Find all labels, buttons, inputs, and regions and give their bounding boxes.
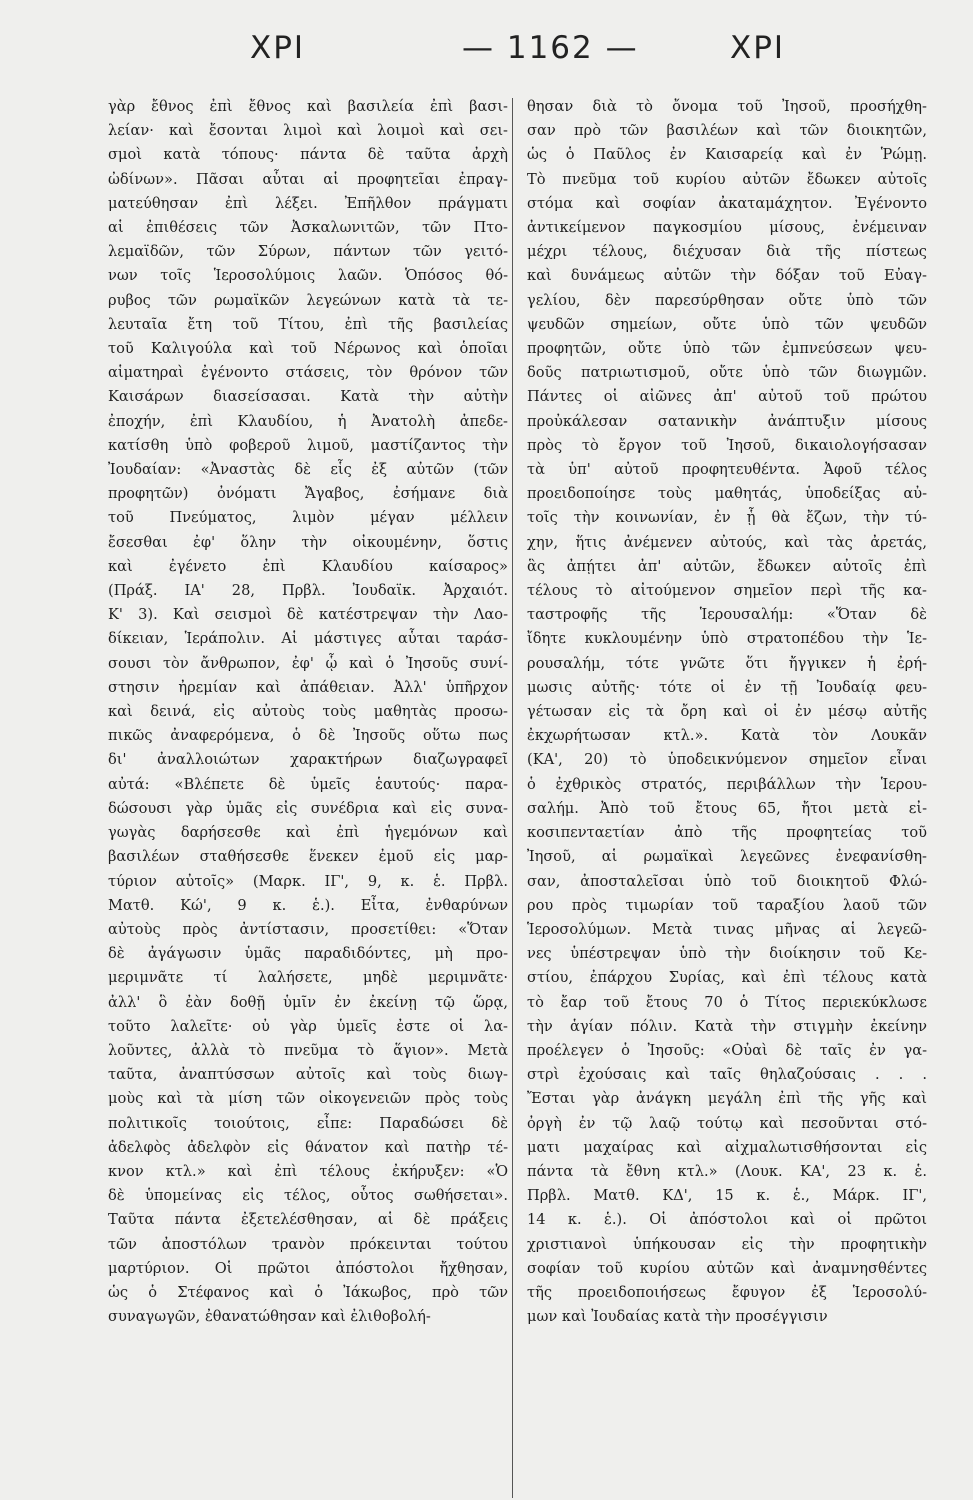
running-header bbox=[0, 30, 973, 90]
text-line: λείαν· καὶ ἔσονται λιμοὶ καὶ λοιμοὶ καὶ σει- bbox=[108, 122, 508, 140]
text-line: ὠδίνων». Πᾶσαι αὗται αἱ προφητεῖαι ἐπραγ- bbox=[108, 170, 508, 188]
text-line: ρουσαλήμ, τότε γνῶτε ὅτι ἤγγικεν ἡ ἐρή- bbox=[527, 654, 927, 672]
text-line: δίκειαν, Ἱεράπολιν. Αἱ μάστιγες αὗται ταράσ- bbox=[108, 630, 508, 648]
text-line: ματεύθησαν ἐπὶ λέξει. Ἐπῆλθον πράγματι bbox=[108, 194, 508, 212]
text-line: τύριον αὐτοῖς» (Μαρκ. ΙΓ', 9, κ. ἑ. Πρβλ. bbox=[108, 872, 508, 890]
text-line: τῆς προειδοποιήσεως ἔφυγον ἐξ Ἱεροσολύ- bbox=[527, 1283, 927, 1301]
text-line: Ἱεροσολύμων. Μετὰ τινας μῆνας αἱ λεγεῶ- bbox=[527, 920, 927, 938]
text-line: καὶ δεινά, εἰς αὐτοὺς τοὺς μαθητὰς προσω- bbox=[108, 703, 508, 721]
text-line: δι' ἀναλλοιώτων χαρακτήρων διαζωγραφεῖ bbox=[108, 751, 508, 769]
text-line: τὸ ἔαρ τοῦ ἔτους 70 ὁ Τίτος περιεκύκλωσε bbox=[527, 993, 927, 1011]
text-line: ἐκχωρήτωσαν κτλ.». Κατὰ τὸν Λουκᾶν bbox=[527, 727, 927, 745]
text-line: τοῖς τὴν κοινωνίαν, ἐν ᾗ θὰ ἔζων, τὴν τύ- bbox=[527, 509, 927, 527]
header-right-guideword: ΧΡΙ bbox=[730, 30, 786, 66]
text-line: Τὸ πνεῦμα τοῦ κυρίου αὐτῶν ἔδωκεν αὐτοῖς bbox=[527, 170, 927, 188]
text-line: σοφίαν τοῦ κυρίου αὐτῶν καὶ ἀναμνησθέντες bbox=[527, 1259, 927, 1277]
text-line: γέτωσαν εἰς τὰ ὄρη καὶ οἱ ἐν μέσῳ αὐτῆς bbox=[527, 703, 927, 721]
text-line: δώσουσι γὰρ ὑμᾶς εἰς συνέδρια καὶ εἰς συνα- bbox=[108, 799, 508, 817]
text-line: ἀδελφὸς ἀδελφὸν εἰς θάνατον καὶ πατὴρ τέ- bbox=[108, 1138, 508, 1156]
text-line: λεμαϊδῶν, τῶν Σύρων, πάντων τῶν γειτό- bbox=[108, 243, 508, 261]
text-line: Πάντες οἱ αἰῶνες ἀπ' αὐτοῦ τοῦ πρώτου bbox=[527, 388, 927, 406]
text-line: ἃς ἀπῄτει ἀπ' αὐτῶν, ἔδωκεν αὐτοῖς ἐπὶ bbox=[527, 557, 927, 575]
text-line: πάντα τὰ ἔθνη κτλ.» (Λουκ. ΚΑ', 23 κ. ἑ. bbox=[527, 1162, 927, 1180]
text-line: κνον κτλ.» καὶ ἐπὶ τέλους ἐκήρυξεν: «Ὁ bbox=[108, 1162, 508, 1180]
text-line: ταῦτα, ἀναπτύσσων αὐτοῖς καὶ τοὺς διωγ- bbox=[108, 1066, 508, 1084]
text-line: λοῦντες, ἀλλὰ τὸ πνεῦμα τὸ ἅγιον». Μετὰ bbox=[108, 1041, 508, 1059]
text-line: ὡς ὁ Παῦλος ἐν Καισαρείᾳ καὶ ἐν Ῥώμῃ. bbox=[527, 146, 927, 164]
text-line: Ταῦτα πάντα ἐξετελέσθησαν, αἱ δὲ πράξεις bbox=[108, 1211, 508, 1229]
text-line: γωγὰς δαρήσεσθε καὶ ἐπὶ ἡγεμόνων καὶ bbox=[108, 824, 508, 842]
text-line: καὶ ἐγένετο ἐπὶ Κλαυδίου καίσαρος» bbox=[108, 557, 508, 575]
text-line: τῶν ἀποστόλων τρανὸν πρόκεινται τούτου bbox=[108, 1235, 508, 1253]
text-line: δοῦς πατριωτισμοῦ, οὔτε ὑπὸ τῶν διωγμῶν. bbox=[527, 364, 927, 382]
text-line: στόμα καὶ σοφίαν ἀκαταμάχητον. Ἐγένοντο bbox=[527, 194, 927, 212]
text-line: ὀργὴ ἐν τῷ λαῷ τούτῳ καὶ πεσοῦνται στό- bbox=[527, 1114, 927, 1132]
text-line: καὶ δυνάμεως αὐτῶν τὴν δόξαν τοῦ Εὐαγ- bbox=[527, 267, 927, 285]
text-line: προειδοποίησε τοὺς μαθητάς, ὑποδείξας αὐ- bbox=[527, 485, 927, 503]
text-line: μωσις αὐτῆς· τότε οἱ ἐν τῇ Ἰουδαίᾳ φευ- bbox=[527, 678, 927, 696]
text-line: γὰρ ἔθνος ἐπὶ ἔθνος καὶ βασιλεία ἐπὶ βασι- bbox=[108, 98, 508, 115]
text-line: ἀντικείμενον παγκοσμίου μίσους, ἐνέμειναν bbox=[527, 219, 927, 237]
text-line: αἱ ἐπιθέσεις τῶν Ἀσκαλωνιτῶν, τῶν Πτο- bbox=[108, 219, 508, 237]
text-line: αὐτοὺς πρὸς ἀντίστασιν, προσετίθει: «Ὅταν bbox=[108, 920, 508, 938]
text-line: τοῦ Πνεύματος, λιμὸν μέγαν μέλλειν bbox=[108, 509, 508, 527]
text-line: στίου, ἐπάρχου Συρίας, καὶ ἐπὶ τέλους κατὰ bbox=[527, 969, 927, 987]
text-line: ἐποχήν, ἐπὶ Κλαυδίου, ἡ Ἀνατολὴ ἀπεδε- bbox=[108, 412, 508, 430]
text-line: λευταῖα ἔτη τοῦ Τίτου, ἐπὶ τῆς βασιλείας bbox=[108, 315, 508, 333]
text-line: σαν, ἀποσταλεῖσαι ὑπὸ τοῦ διοικητοῦ Φλώ- bbox=[527, 872, 927, 890]
text-line: Ἔσται γὰρ ἀνάγκη μεγάλη ἐπὶ τῆς γῆς καὶ bbox=[527, 1090, 927, 1108]
text-line: προέλεγεν ὁ Ἰησοῦς: «Οὐαὶ δὲ ταῖς ἐν γα- bbox=[527, 1041, 927, 1059]
text-line: δὲ ἀγάγωσιν ὑμᾶς παραδιδόντες, μὴ προ- bbox=[108, 945, 508, 963]
text-line: Καισάρων διασείσασαι. Κατὰ τὴν αὐτὴν bbox=[108, 388, 508, 406]
text-line: στρὶ ἐχούσαις καὶ ταῖς θηλαζούσαις . . . bbox=[527, 1066, 927, 1084]
text-line: ἀλλ' ὃ ἐὰν δοθῇ ὑμῖν ἐν ἐκείνῃ τῷ ὥρᾳ, bbox=[108, 993, 508, 1011]
text-line: Ἰουδαίαν: «Ἀναστὰς δὲ εἷς ἐξ αὐτῶν (τῶν bbox=[108, 461, 508, 479]
text-line: κοσιπενταετίαν ἀπὸ τῆς προφητείας τοῦ bbox=[527, 824, 927, 842]
text-line: δὲ ὑπομείνας εἰς τέλος, οὗτος σωθήσεται». bbox=[108, 1187, 508, 1205]
text-line: ἔσεσθαι ἐφ' ὅλην τὴν οἰκουμένην, ὅστις bbox=[108, 533, 508, 551]
text-line: νες ὑπέστρεψαν ὑπὸ τὴν διοίκησιν τοῦ Κε- bbox=[527, 945, 927, 963]
right-text-column bbox=[527, 95, 927, 1329]
text-line: Πρβλ. Ματθ. ΚΔ', 15 κ. ἑ., Μάρκ. ΙΓ', bbox=[527, 1187, 927, 1205]
text-line: θησαν διὰ τὸ ὄνομα τοῦ Ἰησοῦ, προσήχθη- bbox=[527, 98, 927, 115]
text-line: προφητῶν, οὔτε ὑπὸ τῶν ἐμπνεύσεων ψευ- bbox=[527, 340, 927, 358]
text-line: αἱματηραὶ ἐγένοντο στάσεις, τὸν θρόνον τῶν bbox=[108, 364, 508, 382]
text-line: μεριμνᾶτε τί λαλήσετε, μηδὲ μεριμνᾶτε· bbox=[108, 969, 508, 987]
text-line: προφητῶν) ὀνόματι Ἄγαβος, ἐσήμανε διὰ bbox=[108, 485, 508, 503]
text-line: 14 κ. ἑ.). Οἱ ἀπόστολοι καὶ οἱ πρῶτοι bbox=[527, 1211, 927, 1229]
text-line: στησιν ἠρεμίαν καὶ ἀπάθειαν. Ἀλλ' ὑπῆρχον bbox=[108, 678, 508, 696]
text-line: μοὺς καὶ τὰ μίση τῶν οἰκογενειῶν πρὸς τοὺς bbox=[108, 1090, 508, 1108]
text-line: ἴδητε κυκλουμένην ὑπὸ στρατοπέδου τὴν Ἱε- bbox=[527, 630, 927, 648]
text-line: Ματθ. Κώ', 9 κ. ἑ.). Εἶτα, ἐνθαρύνων bbox=[108, 896, 508, 914]
text-line: σμοὶ κατὰ τόπους· πάντα δὲ ταῦτα ἀρχὴ bbox=[108, 146, 508, 164]
text-line: γελίου, δὲν παρεσύρθησαν οὔτε ὑπὸ τῶν bbox=[527, 291, 927, 309]
text-line: αὐτά: «Βλέπετε δὲ ὑμεῖς ἑαυτούς· παρα- bbox=[108, 775, 508, 793]
text-line: πολιτικοῖς τοιούτοις, εἶπε: Παραδώσει δὲ bbox=[108, 1114, 508, 1132]
text-line: τοῦ Καλιγούλα καὶ τοῦ Νέρωνος καὶ ὁποῖαι bbox=[108, 340, 508, 358]
text-line: ρυβος τῶν ρωμαϊκῶν λεγεώνων κατὰ τὰ τε- bbox=[108, 291, 508, 309]
text-line: κατίσθη ὑπὸ φοβεροῦ λιμοῦ, μαστίζαντος τὴν bbox=[108, 436, 508, 454]
text-line: σουσι τὸν ἄνθρωπον, ἐφ' ᾧ καὶ ὁ Ἰησοῦς συνί- bbox=[108, 654, 508, 672]
text-line: βασιλέων σταθήσεσθε ἕνεκεν ἐμοῦ εἰς μαρ- bbox=[108, 848, 508, 866]
text-line: ὡς ὁ Στέφανος καὶ ὁ Ἰάκωβος, πρὸ τῶν bbox=[108, 1283, 508, 1301]
text-line: (Πράξ. ΙΑ' 28, Πρβλ. Ἰουδαϊκ. Ἀρχαιότ. bbox=[108, 582, 508, 600]
page-number: — 1162 — bbox=[462, 30, 639, 66]
text-line: τοῦτο λαλεῖτε· οὐ γὰρ ὑμεῖς ἐστε οἱ λα- bbox=[108, 1017, 508, 1035]
text-line: Ἰησοῦ, αἱ ρωμαϊκαὶ λεγεῶνες ἐνεφανίσθη- bbox=[527, 848, 927, 866]
text-line: Κ' 3). Καὶ σεισμοὶ δὲ κατέστρεψαν τὴν Λαο- bbox=[108, 606, 508, 624]
text-line: ρου πρὸς τιμωρίαν τοῦ ταραξίου λαοῦ τῶν bbox=[527, 896, 927, 914]
text-line: προὐκάλεσαν σατανικὴν ἀνάπτυξιν μίσους bbox=[527, 412, 927, 430]
text-line: χην, ἥτις ἀνέμενεν αὐτούς, καὶ τὰς ἀρετάς, bbox=[527, 533, 927, 551]
text-line: μέχρι τέλους, διέχυσαν διὰ τῆς πίστεως bbox=[527, 243, 927, 261]
text-line: χριστιανοὶ ὑπήκουσαν εἰς τὴν προφητικὴν bbox=[527, 1235, 927, 1253]
text-line: τὴν ἁγίαν πόλιν. Κατὰ τὴν στιγμὴν ἐκείνην bbox=[527, 1017, 927, 1035]
text-line: ὁ ἐχθρικὸς στρατός, περιβάλλων τὴν Ἱερου- bbox=[527, 775, 927, 793]
header-left-guideword: ΧΡΙ bbox=[250, 30, 306, 66]
text-line: νων τοῖς Ἱεροσολύμοις λαῶν. Ὁπόσος θό- bbox=[108, 267, 508, 285]
text-line: τὰ ὑπ' αὐτοῦ προφητευθέντα. Ἀφοῦ τέλος bbox=[527, 461, 927, 479]
column-divider bbox=[512, 98, 513, 1498]
text-line: τέλους τὸ αἰτούμενον σημεῖον περὶ τῆς κα- bbox=[527, 582, 927, 600]
text-line: ψευδῶν σημείων, οὔτε ὑπὸ τῶν ψευδῶν bbox=[527, 315, 927, 333]
text-line: ταστροφῆς τῆς Ἱερουσαλήμ: «Ὅταν δὲ bbox=[527, 606, 927, 624]
text-line: πρὸς τὸ ἔργον τοῦ Ἰησοῦ, δικαιολογήσασαν bbox=[527, 436, 927, 454]
left-text-column bbox=[108, 95, 508, 1329]
text-line: (ΚΑ', 20) τὸ ὑποδεικνύμενον σημεῖον εἶναι bbox=[527, 751, 927, 769]
text-line: συναγωγῶν, ἐθανατώθησαν καὶ ἐλιθοβολή- bbox=[108, 1308, 431, 1326]
text-line: σαν πρὸ τῶν βασιλέων καὶ τῶν διοικητῶν, bbox=[527, 122, 927, 140]
text-line: ματι μαχαίρας καὶ αἰχμαλωτισθήσονται εἰς bbox=[527, 1138, 927, 1156]
text-line: μων καὶ Ἰουδαίας κατὰ τὴν προσέγγισιν bbox=[527, 1308, 828, 1326]
text-line: σαλήμ. Ἀπὸ τοῦ ἔτους 65, ἤτοι μετὰ εἰ- bbox=[527, 799, 927, 817]
text-line: μαρτύριον. Οἱ πρῶτοι ἀπόστολοι ἤχθησαν, bbox=[108, 1259, 508, 1277]
text-line: πικῶς ἀναφερόμενα, ὁ δὲ Ἰησοῦς οὕτω πως bbox=[108, 727, 508, 745]
